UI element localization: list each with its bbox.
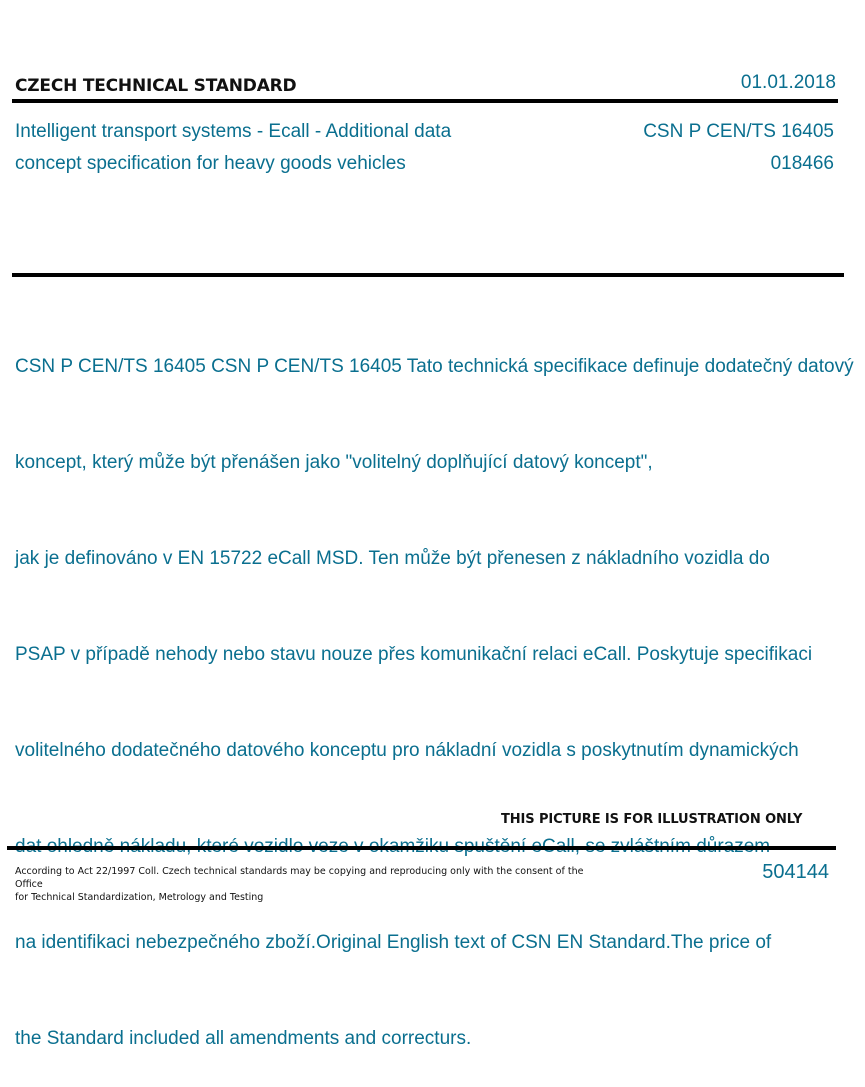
standard-title-line: concept specification for heavy goods vehicles <box>15 153 406 174</box>
description-line: volitelného dodatečného datového konceptu pro nákladní vozidla s poskytnutím dynamických <box>15 740 799 761</box>
description-line: CSN P CEN/TS 16405 CSN P CEN/TS 16405 Tato technická specifikace definuje dodatečný datový <box>15 356 854 377</box>
description-line: na identifikaci nebezpečného zboží.Original English text of CSN EN Standard.The price of <box>15 932 772 953</box>
legal-notice <box>15 865 585 904</box>
legal-notice-line: According to Act 22/1997 Coll. Czech technical standards may be copying and reproducing only with the consent of the Office <box>15 866 584 890</box>
standard-code: CSN P CEN/TS 16405 <box>643 121 834 142</box>
standard-number: 018466 <box>770 153 834 174</box>
document-heading: CZECH TECHNICAL STANDARD <box>15 76 297 96</box>
footer-rule <box>7 846 836 850</box>
illustration-note: THIS PICTURE IS FOR ILLUSTRATION ONLY <box>501 812 803 827</box>
description-line: the Standard included all amendments and correcturs. <box>15 1028 472 1049</box>
description <box>15 287 865 1087</box>
header-rule <box>12 99 838 103</box>
standard-title <box>15 116 575 180</box>
issue-date: 01.01.2018 <box>740 72 836 93</box>
description-line: jak je definováno v EN 15722 eCall MSD. Ten může být přenesen z nákladního vozidla do <box>15 548 770 569</box>
standard-code-block <box>643 116 834 180</box>
section-rule <box>12 273 844 277</box>
document-number: 504144 <box>762 861 829 883</box>
standard-title-line: Intelligent transport systems - Ecall - Additional data <box>15 121 452 142</box>
legal-notice-line: for Technical Standardization, Metrology and Testing <box>15 892 264 903</box>
description-line: koncept, který může být přenášen jako "volitelný doplňující datový koncept", <box>15 452 653 473</box>
description-line: PSAP v případě nehody nebo stavu nouze přes komunikační relaci eCall. Poskytuje specifikaci <box>15 644 813 665</box>
